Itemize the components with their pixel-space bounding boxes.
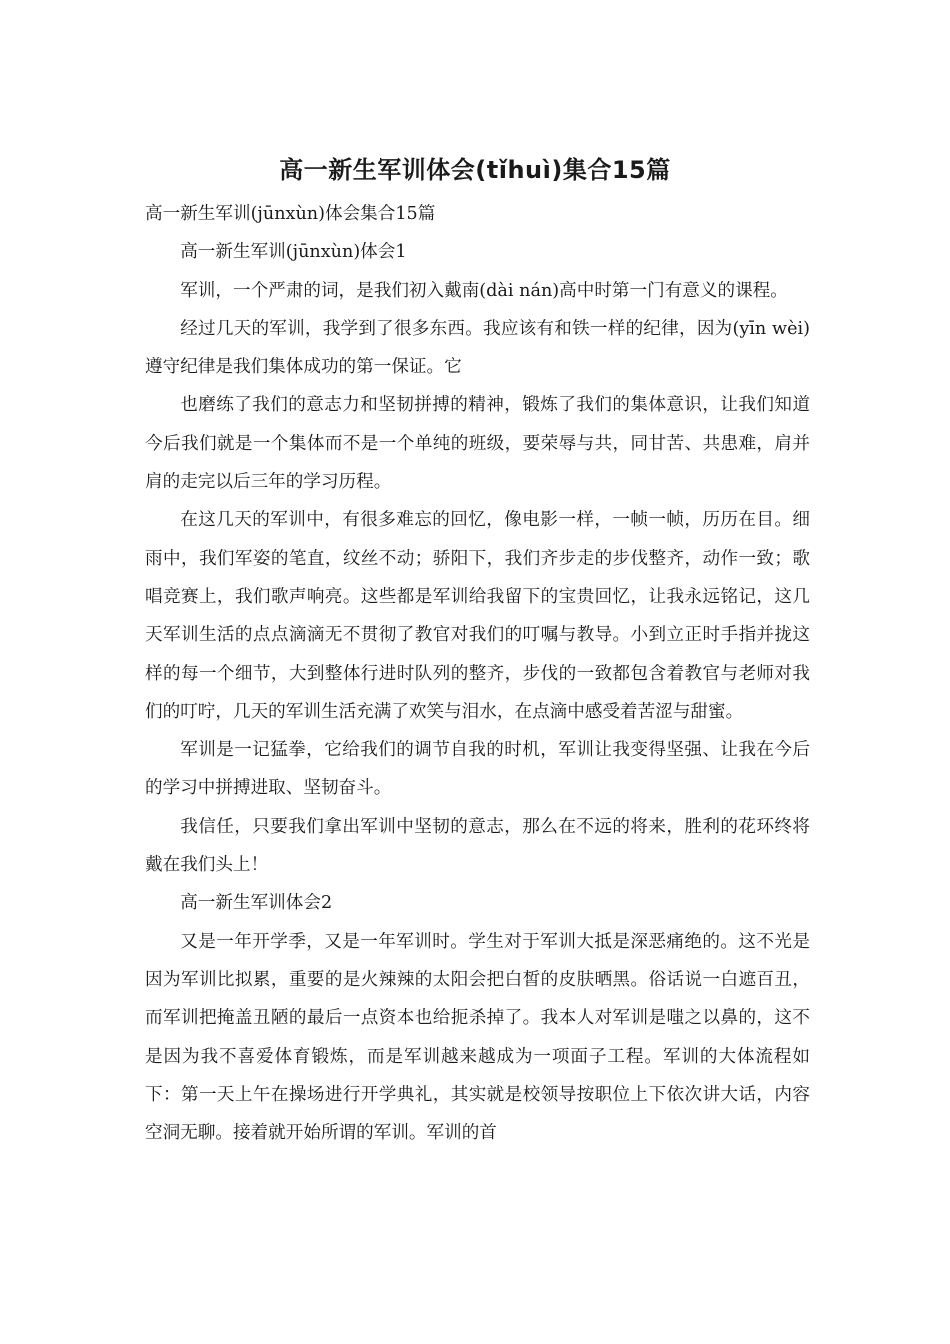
body-paragraph: 在这几天的军训中，有很多难忘的回忆，像电影一样，一帧一帧，历历在目。细雨中，我们军姿的笔直，纹丝不动；骄阳下，我们齐步走的步伐整齐，动作一致；歌唱竞赛上，我们歌声响亮。这些都是军训给我留下的宝贵回忆，让我永远铭记，这几天军训生活的点点滴滴无不贯彻了教官对我们的叮嘱与教导。小到立正时手指并拢这样的每一个细节，大到整体行进时队列的整齐，步伐的一致都包含着教官与老师对我们的叮咛，几天的军训生活充满了欢笑与泪水，在点滴中感受着苦涩与甜蜜。 <box>145 510 810 722</box>
body-paragraph: 军训是一记猛拳，它给我们的调节自我的时机，军训让我变得坚强、让我在今后的学习中拼搏进取、坚韧奋斗。 <box>145 740 810 799</box>
body-paragraph: 军训，一个严肃的词，是我们初入戴南(dài nán)高中时第一门有意义的课程。 <box>180 280 788 301</box>
document-body <box>145 195 810 1152</box>
body-paragraph: 经过几天的军训，我学到了很多东西。我应该有和铁一样的纪律，因为(yīn wèi)遵守纪律是我们集体成功的第一保证。它 <box>145 318 810 378</box>
body-paragraph: 我信任，只要我们拿出军训中坚韧的意志，那么在不远的将来，胜利的花环终将戴在我们头上！ <box>145 816 810 876</box>
body-paragraph: 高一新生军训(jūnxùn)体会集合15篇 <box>145 204 436 224</box>
document-title: 高一新生军训体会(tǐhuì)集合15篇 <box>279 156 671 184</box>
body-paragraph: 高一新生军训(jūnxùn)体会1 <box>180 242 407 263</box>
body-paragraph: 也磨练了我们的意志力和坚韧拼搏的精神，锻炼了我们的集体意识，让我们知道今后我们就是一个集体而不是一个单纯的班级，要荣辱与共，同甘苦、共患难，肩并肩的走完以后三年的学习历程。 <box>145 395 810 493</box>
body-paragraph: 高一新生军训体会2 <box>180 893 333 914</box>
body-paragraph: 又是一年开学季，又是一年军训时。学生对于军训大抵是深恶痛绝的。这不光是因为军训比拟累，重要的是火辣辣的太阳会把白皙的皮肤晒黑。俗话说一白遮百丑，而军训把掩盖丑陋的最后一点资本也给扼杀掉了。我本人对军训是嗤之以鼻的，这不是因为我不喜爱体育锻炼，而是军训越来越成为一项面子工程。军训的大体流程如下：第一天上午在操场进行开学典礼，其实就是校领导按职位上下依次讲大话，内容空洞无聊。接着就开始所谓的军训。军训的首 <box>145 931 810 1144</box>
